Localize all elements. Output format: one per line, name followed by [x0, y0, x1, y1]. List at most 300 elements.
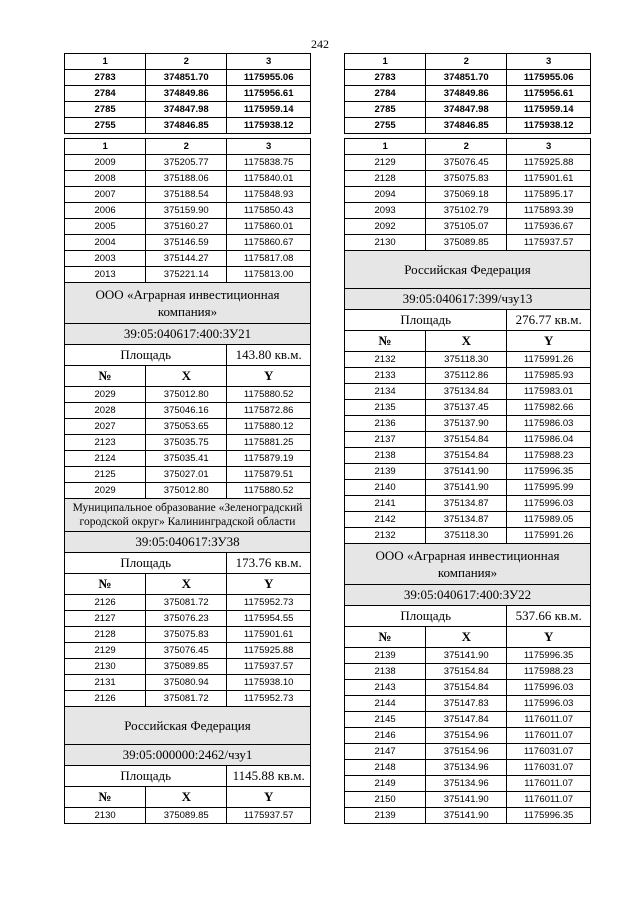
- table-cell: 1175860.67: [227, 235, 311, 251]
- table-cell: 375154.96: [426, 728, 507, 744]
- table-cell: 375075.83: [426, 171, 507, 187]
- owner-name: ООО «Аграрная инвестиционная компания»: [345, 544, 591, 585]
- table-row: [65, 627, 311, 643]
- table-row: [345, 464, 591, 480]
- table-row: [65, 419, 311, 435]
- table-cell: 375118.30: [426, 352, 507, 368]
- table-cell: 2149: [345, 776, 426, 792]
- table-cell: 1175996.35: [507, 808, 591, 824]
- table-cell: 1175959.14: [507, 102, 591, 118]
- table-cell: 1175996.03: [507, 696, 591, 712]
- table-cell: 3: [507, 54, 591, 70]
- table-cell: 375076.45: [426, 155, 507, 171]
- table-cell: 2003: [65, 251, 146, 267]
- table-cell: 1: [345, 139, 426, 155]
- table-row: [65, 451, 311, 467]
- table-cell: 375112.86: [426, 368, 507, 384]
- table-cell: 375141.90: [426, 648, 507, 664]
- table-cell: 1175986.04: [507, 432, 591, 448]
- owner-name: Российская Федерация: [345, 251, 591, 289]
- table-cell: 2129: [345, 155, 426, 171]
- table-cell: 375035.75: [146, 435, 227, 451]
- table-row: [345, 400, 591, 416]
- table-cell: 1175925.88: [507, 155, 591, 171]
- left-coordinate-table: [64, 53, 311, 824]
- table-cell: 375134.87: [426, 496, 507, 512]
- table-row: [345, 203, 591, 219]
- table-cell: 2136: [345, 416, 426, 432]
- table-cell: 375027.01: [146, 467, 227, 483]
- table-cell: 2126: [65, 691, 146, 707]
- table-cell: 375154.96: [426, 744, 507, 760]
- table-cell: 2142: [345, 512, 426, 528]
- table-cell: 2139: [345, 808, 426, 824]
- table-cell: 2029: [65, 483, 146, 499]
- table-row: [345, 776, 591, 792]
- table-cell: 375137.90: [426, 416, 507, 432]
- table-row: [345, 368, 591, 384]
- coordinate-header-row: [345, 331, 591, 352]
- area-value: 276.77 кв.м.: [507, 310, 591, 331]
- table-row: [345, 528, 591, 544]
- table-cell: 1175848.93: [227, 187, 311, 203]
- table-cell: 375146.59: [146, 235, 227, 251]
- table-cell: 2150: [345, 792, 426, 808]
- table-row: [65, 659, 311, 675]
- table-cell: 2140: [345, 480, 426, 496]
- column-header: Y: [227, 574, 311, 595]
- table-cell: 1176031.07: [507, 744, 591, 760]
- area-label: Площадь: [65, 345, 227, 366]
- table-row: [345, 432, 591, 448]
- column-header: Y: [507, 627, 591, 648]
- table-cell: 2137: [345, 432, 426, 448]
- table-row: [345, 496, 591, 512]
- coordinate-header-row: [65, 574, 311, 595]
- table-row: [345, 792, 591, 808]
- table-cell: 1175985.93: [507, 368, 591, 384]
- table-cell: 2146: [345, 728, 426, 744]
- table-row: [65, 219, 311, 235]
- coordinate-header-row: [345, 627, 591, 648]
- table-cell: 375105.07: [426, 219, 507, 235]
- table-cell: 2013: [65, 267, 146, 283]
- table-cell: 375081.72: [146, 691, 227, 707]
- table-cell: 3: [507, 139, 591, 155]
- table-cell: 2141: [345, 496, 426, 512]
- owner-name: Российская Федерация: [65, 707, 311, 745]
- table-cell: 2144: [345, 696, 426, 712]
- table-cell: 375076.45: [146, 643, 227, 659]
- owner-name: Муниципальное образование «Зеленоградский городской округ» Калининградской области: [65, 499, 311, 532]
- table-cell: 1175850.43: [227, 203, 311, 219]
- table-cell: 1175995.99: [507, 480, 591, 496]
- table-cell: 1175938.12: [507, 118, 591, 134]
- table-cell: 375089.85: [426, 235, 507, 251]
- table-row: [345, 760, 591, 776]
- table-cell: 2124: [65, 451, 146, 467]
- table-row: [65, 467, 311, 483]
- column-number-row: [345, 139, 591, 155]
- table-cell: 1175996.35: [507, 648, 591, 664]
- table-cell: 375134.84: [426, 384, 507, 400]
- table-cell: 1175879.51: [227, 467, 311, 483]
- table-cell: 1176011.07: [507, 776, 591, 792]
- table-row: [65, 675, 311, 691]
- table-cell: 3: [227, 139, 311, 155]
- table-cell: 1175996.03: [507, 680, 591, 696]
- table-row: [65, 387, 311, 403]
- table-cell: 375046.16: [146, 403, 227, 419]
- table-cell: 2148: [345, 760, 426, 776]
- table-cell: 375159.90: [146, 203, 227, 219]
- table-row: [65, 70, 311, 86]
- table-cell: 1175986.03: [507, 416, 591, 432]
- cadastral-number: 39:05:040617:ЗУ38: [65, 532, 311, 553]
- table-cell: 1175952.73: [227, 595, 311, 611]
- table-cell: 2130: [65, 659, 146, 675]
- table-row: [345, 648, 591, 664]
- table-cell: 2755: [345, 118, 426, 134]
- table-cell: 1175959.14: [227, 102, 311, 118]
- table-cell: 375035.41: [146, 451, 227, 467]
- table-cell: 2029: [65, 387, 146, 403]
- table-cell: 2143: [345, 680, 426, 696]
- table-cell: 2092: [345, 219, 426, 235]
- table-cell: 2128: [345, 171, 426, 187]
- table-cell: 375154.84: [426, 664, 507, 680]
- table-row: [345, 448, 591, 464]
- table-cell: 2028: [65, 403, 146, 419]
- table-cell: 1175955.06: [227, 70, 311, 86]
- right-coordinate-table: [344, 53, 591, 824]
- area-row: [65, 553, 311, 574]
- table-cell: 2139: [345, 464, 426, 480]
- table-cell: 1175817.08: [227, 251, 311, 267]
- table-row: [65, 171, 311, 187]
- table-row: [345, 680, 591, 696]
- area-value: 537.66 кв.м.: [507, 606, 591, 627]
- table-cell: 2755: [65, 118, 146, 134]
- table-cell: 2785: [65, 102, 146, 118]
- column-header: №: [65, 366, 146, 387]
- table-cell: 1175901.61: [227, 627, 311, 643]
- table-cell: 2134: [345, 384, 426, 400]
- table-cell: 1175989.05: [507, 512, 591, 528]
- table-cell: 2138: [345, 448, 426, 464]
- table-cell: 375134.87: [426, 512, 507, 528]
- column-header: Y: [507, 331, 591, 352]
- table-row: [345, 696, 591, 712]
- table-cell: 1175938.12: [227, 118, 311, 134]
- owner-row: [65, 499, 311, 532]
- table-row: [65, 611, 311, 627]
- column-number-row: [65, 139, 311, 155]
- table-row: [65, 808, 311, 824]
- table-cell: 375154.84: [426, 432, 507, 448]
- table-cell: 2784: [345, 86, 426, 102]
- table-cell: 2125: [65, 467, 146, 483]
- table-cell: 1175983.01: [507, 384, 591, 400]
- table-cell: 1175925.88: [227, 643, 311, 659]
- table-row: [345, 102, 591, 118]
- table-cell: 2008: [65, 171, 146, 187]
- table-row: [345, 352, 591, 368]
- table-cell: 1175982.66: [507, 400, 591, 416]
- table-cell: 1176031.07: [507, 760, 591, 776]
- table-cell: 1175880.12: [227, 419, 311, 435]
- table-row: [345, 86, 591, 102]
- column-header: X: [146, 366, 227, 387]
- table-cell: 2130: [345, 235, 426, 251]
- table-row: [345, 235, 591, 251]
- table-cell: 1175991.26: [507, 528, 591, 544]
- owner-row: [345, 251, 591, 289]
- table-cell: 375205.77: [146, 155, 227, 171]
- table-cell: 2127: [65, 611, 146, 627]
- table-cell: 1175840.01: [227, 171, 311, 187]
- table-row: [65, 595, 311, 611]
- table-row: [65, 118, 311, 134]
- table-cell: 2: [146, 54, 227, 70]
- table-cell: 1175996.35: [507, 464, 591, 480]
- table-cell: 374851.70: [426, 70, 507, 86]
- table-cell: 1175880.52: [227, 387, 311, 403]
- table-cell: 1175956.61: [507, 86, 591, 102]
- table-cell: 1175880.52: [227, 483, 311, 499]
- table-cell: 1175955.06: [507, 70, 591, 86]
- column-header: №: [345, 331, 426, 352]
- table-cell: 1175872.86: [227, 403, 311, 419]
- cadastral-number-row: [65, 324, 311, 345]
- table-row: [65, 155, 311, 171]
- column-header: №: [345, 627, 426, 648]
- table-cell: 1175988.23: [507, 664, 591, 680]
- column-header: Y: [227, 787, 311, 808]
- cadastral-number-row: [345, 585, 591, 606]
- coordinate-table: [64, 53, 311, 824]
- table-cell: 1175988.23: [507, 448, 591, 464]
- table-cell: 375069.18: [426, 187, 507, 203]
- table-row: [345, 219, 591, 235]
- coordinate-header-row: [65, 787, 311, 808]
- table-cell: 2139: [345, 648, 426, 664]
- table-row: [65, 187, 311, 203]
- table-cell: 1176011.07: [507, 712, 591, 728]
- table-cell: 2: [426, 54, 507, 70]
- table-row: [65, 483, 311, 499]
- table-cell: 375141.90: [426, 808, 507, 824]
- table-cell: 2783: [345, 70, 426, 86]
- table-cell: 375141.90: [426, 480, 507, 496]
- column-header: X: [146, 574, 227, 595]
- area-label: Площадь: [345, 310, 507, 331]
- table-row: [65, 691, 311, 707]
- table-cell: 1175881.25: [227, 435, 311, 451]
- cadastral-number-row: [345, 289, 591, 310]
- table-cell: 374847.98: [426, 102, 507, 118]
- column-number-row: [65, 54, 311, 70]
- table-cell: 375089.85: [146, 659, 227, 675]
- table-cell: 375144.27: [146, 251, 227, 267]
- table-cell: 375053.65: [146, 419, 227, 435]
- owner-row: [65, 707, 311, 745]
- table-cell: 2093: [345, 203, 426, 219]
- table-cell: 2006: [65, 203, 146, 219]
- column-header: №: [65, 574, 146, 595]
- column-number-row: [345, 54, 591, 70]
- table-cell: 375134.96: [426, 776, 507, 792]
- table-cell: 2783: [65, 70, 146, 86]
- table-cell: 375154.84: [426, 680, 507, 696]
- owner-row: [65, 283, 311, 324]
- table-cell: 3: [227, 54, 311, 70]
- table-cell: 2145: [345, 712, 426, 728]
- table-row: [345, 70, 591, 86]
- table-cell: 375137.45: [426, 400, 507, 416]
- table-cell: 374846.85: [426, 118, 507, 134]
- table-cell: 2132: [345, 352, 426, 368]
- table-cell: 374849.86: [146, 86, 227, 102]
- table-cell: 1175879.19: [227, 451, 311, 467]
- table-row: [345, 171, 591, 187]
- table-row: [65, 203, 311, 219]
- table-cell: 2784: [65, 86, 146, 102]
- table-cell: 1: [65, 139, 146, 155]
- table-cell: 1175996.03: [507, 496, 591, 512]
- cadastral-number: 39:05:040617:400:ЗУ21: [65, 324, 311, 345]
- table-row: [345, 744, 591, 760]
- column-header: X: [146, 787, 227, 808]
- table-row: [65, 403, 311, 419]
- cadastral-number: 39:05:040617:399/чзу13: [345, 289, 591, 310]
- table-cell: 1: [65, 54, 146, 70]
- table-row: [65, 435, 311, 451]
- column-header: X: [426, 627, 507, 648]
- area-value: 173.76 кв.м.: [227, 553, 311, 574]
- table-cell: 375081.72: [146, 595, 227, 611]
- table-cell: 375188.06: [146, 171, 227, 187]
- table-cell: 2132: [345, 528, 426, 544]
- table-row: [345, 512, 591, 528]
- table-cell: 375089.85: [146, 808, 227, 824]
- table-cell: 375134.96: [426, 760, 507, 776]
- table-cell: 2133: [345, 368, 426, 384]
- table-cell: 1175956.61: [227, 86, 311, 102]
- area-row: [65, 345, 311, 366]
- table-row: [65, 643, 311, 659]
- area-label: Площадь: [345, 606, 507, 627]
- table-cell: 1175936.67: [507, 219, 591, 235]
- table-cell: 375012.80: [146, 387, 227, 403]
- area-label: Площадь: [65, 766, 227, 787]
- coordinate-header-row: [65, 366, 311, 387]
- table-cell: 1175954.55: [227, 611, 311, 627]
- table-cell: 2129: [65, 643, 146, 659]
- table-cell: 1175838.75: [227, 155, 311, 171]
- table-row: [345, 118, 591, 134]
- column-header: X: [426, 331, 507, 352]
- table-cell: 2005: [65, 219, 146, 235]
- coordinate-table: [344, 53, 591, 824]
- table-cell: 1175938.10: [227, 675, 311, 691]
- table-row: [65, 267, 311, 283]
- table-row: [345, 480, 591, 496]
- cadastral-number: 39:05:040617:400:ЗУ22: [345, 585, 591, 606]
- table-cell: 1175901.61: [507, 171, 591, 187]
- table-cell: 1175937.57: [227, 659, 311, 675]
- table-cell: 2147: [345, 744, 426, 760]
- table-row: [345, 664, 591, 680]
- table-row: [345, 155, 591, 171]
- table-cell: 2004: [65, 235, 146, 251]
- table-cell: 374849.86: [426, 86, 507, 102]
- table-row: [345, 728, 591, 744]
- table-row: [65, 235, 311, 251]
- owner-row: [345, 544, 591, 585]
- table-cell: 1175937.57: [227, 808, 311, 824]
- table-cell: 2094: [345, 187, 426, 203]
- table-cell: 1176011.07: [507, 792, 591, 808]
- table-cell: 2: [146, 139, 227, 155]
- table-row: [345, 712, 591, 728]
- table-row: [345, 808, 591, 824]
- table-cell: 2007: [65, 187, 146, 203]
- table-cell: 1175893.39: [507, 203, 591, 219]
- owner-name: ООО «Аграрная инвестиционная компания»: [65, 283, 311, 324]
- table-cell: 374847.98: [146, 102, 227, 118]
- table-cell: 2130: [65, 808, 146, 824]
- table-row: [345, 384, 591, 400]
- area-row: [345, 606, 591, 627]
- table-cell: 1175952.73: [227, 691, 311, 707]
- table-cell: 2785: [345, 102, 426, 118]
- table-cell: 1176011.07: [507, 728, 591, 744]
- table-cell: 375141.90: [426, 792, 507, 808]
- table-cell: 1175991.26: [507, 352, 591, 368]
- area-value: 1145.88 кв.м.: [227, 766, 311, 787]
- table-cell: 2027: [65, 419, 146, 435]
- table-cell: 375188.54: [146, 187, 227, 203]
- table-cell: 375221.14: [146, 267, 227, 283]
- cadastral-number-row: [65, 745, 311, 766]
- table-cell: 2009: [65, 155, 146, 171]
- table-row: [345, 187, 591, 203]
- table-cell: 375012.80: [146, 483, 227, 499]
- column-header: Y: [227, 366, 311, 387]
- cadastral-number: 39:05:000000:2462/чзу1: [65, 745, 311, 766]
- table-cell: 375118.30: [426, 528, 507, 544]
- table-cell: 1175895.17: [507, 187, 591, 203]
- table-cell: 2: [426, 139, 507, 155]
- table-cell: 2138: [345, 664, 426, 680]
- area-value: 143.80 кв.м.: [227, 345, 311, 366]
- cadastral-number-row: [65, 532, 311, 553]
- table-cell: 375154.84: [426, 448, 507, 464]
- table-cell: 375080.94: [146, 675, 227, 691]
- area-label: Площадь: [65, 553, 227, 574]
- table-cell: 375102.79: [426, 203, 507, 219]
- table-row: [65, 86, 311, 102]
- table-cell: 375147.83: [426, 696, 507, 712]
- table-row: [65, 102, 311, 118]
- area-row: [345, 310, 591, 331]
- table-row: [345, 416, 591, 432]
- area-row: [65, 766, 311, 787]
- table-cell: 2123: [65, 435, 146, 451]
- table-cell: 375076.23: [146, 611, 227, 627]
- table-cell: 2128: [65, 627, 146, 643]
